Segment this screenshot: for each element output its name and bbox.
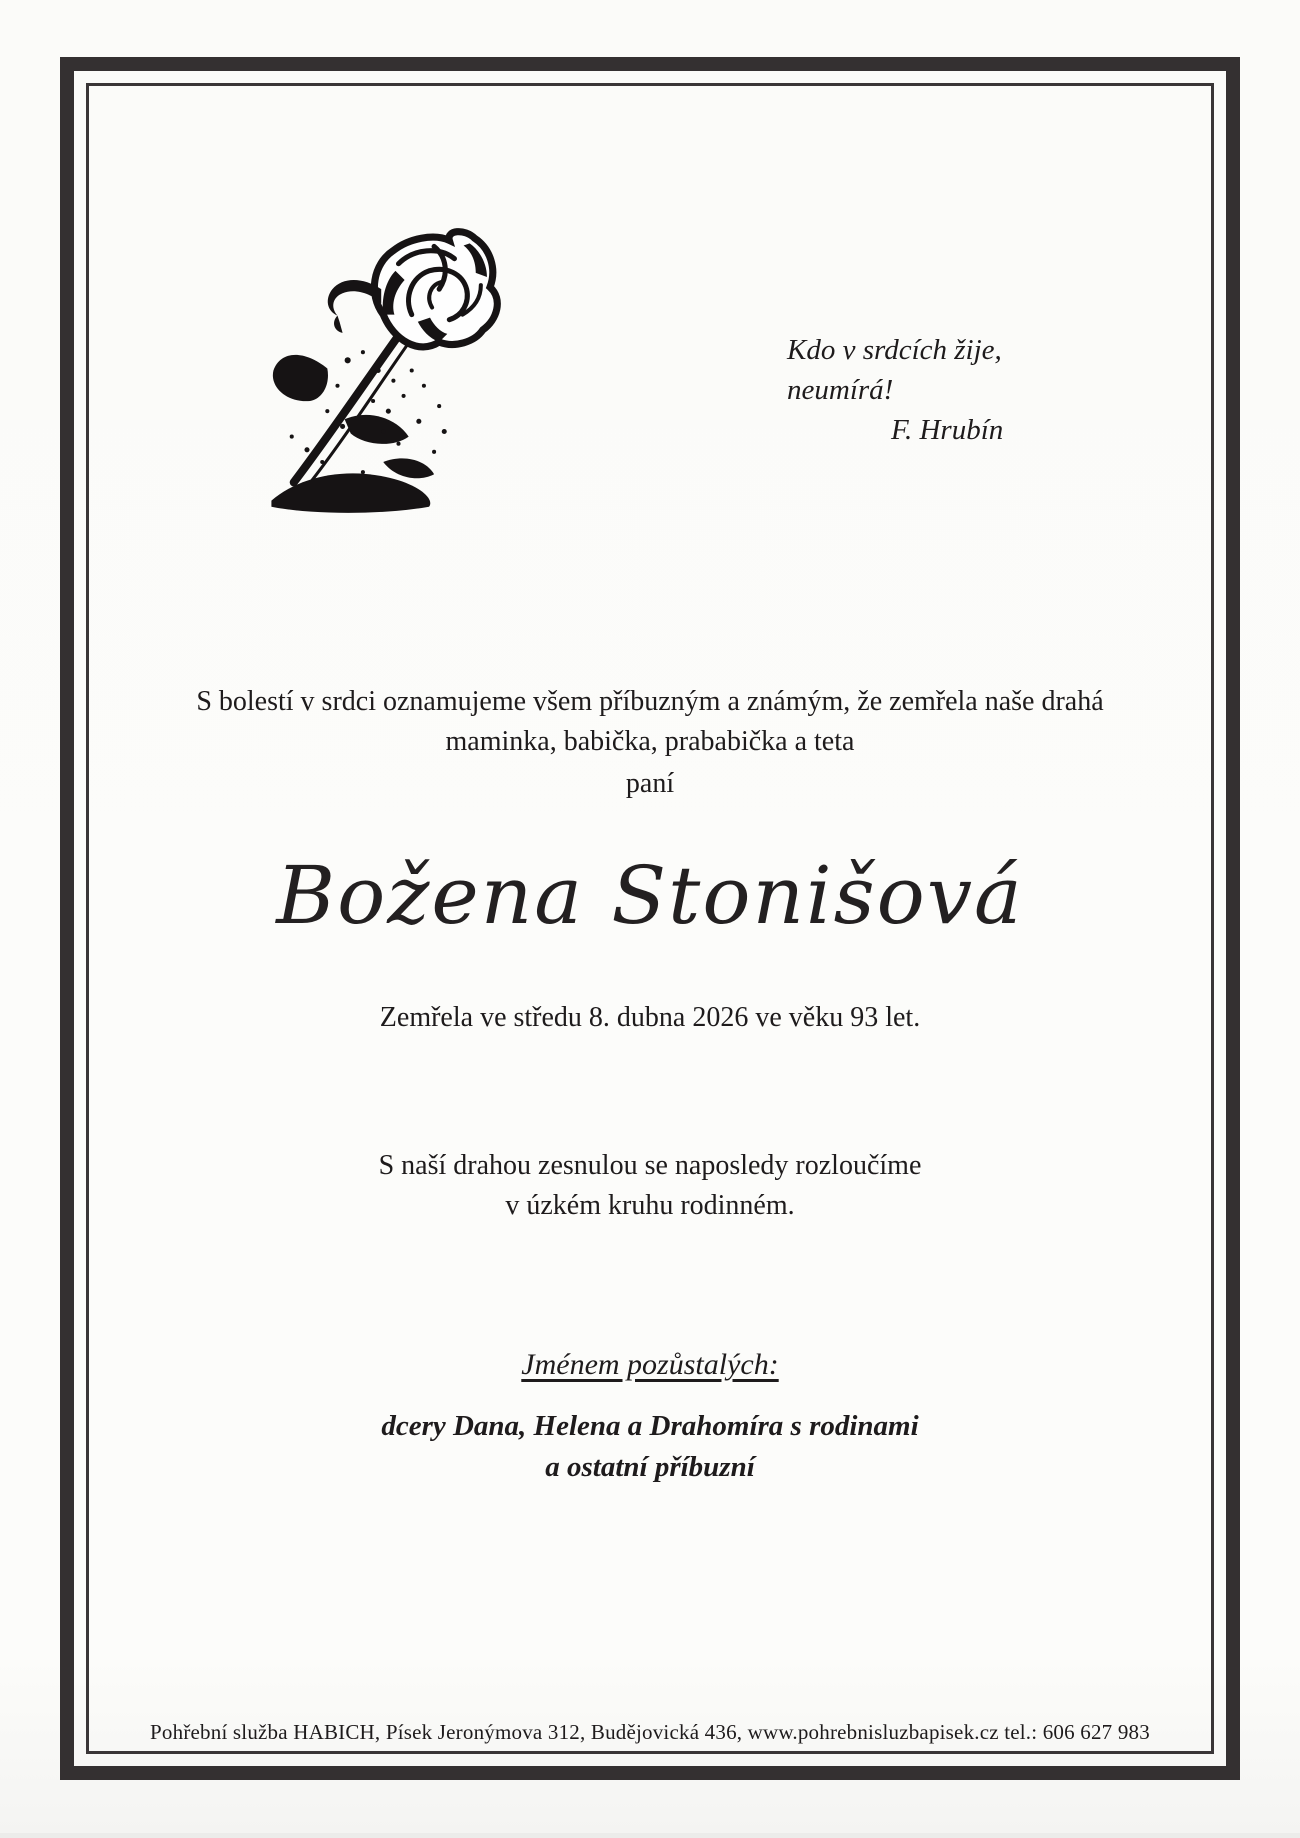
quote-block	[787, 330, 1003, 450]
deceased-name: Božena Stonišová	[276, 849, 1024, 942]
farewell-line-2: v úzkém kruhu rodinném.	[505, 1190, 795, 1221]
farewell-block	[90, 1146, 1210, 1226]
announcement-block	[90, 682, 1210, 762]
scan-bottom-edge	[0, 1833, 1300, 1838]
quote-line-1: Kdo v srdcích žije,	[787, 334, 1002, 366]
mourners-heading-text: Jménem pozůstalých:	[521, 1348, 779, 1381]
mourners-heading	[90, 1348, 1210, 1382]
farewell-line-1: S naší drahou zesnulou se naposledy rozloučíme	[378, 1150, 922, 1181]
quote-author: F. Hrubín	[891, 414, 1004, 446]
announcement-line-2: maminka, babička, prababička a teta	[445, 726, 855, 757]
quote-line-2: neumírá!	[787, 374, 894, 406]
rose-icon	[228, 218, 508, 523]
mourners-block	[90, 1406, 1210, 1488]
salutation: paní	[625, 768, 675, 799]
mourners-line-2: a ostatní příbuzní	[545, 1451, 755, 1483]
announcement-line-1: S bolestí v srdci oznamujeme všem příbuzným a známým, že zemřela naše drahá	[196, 686, 1104, 717]
funeral-service-footer: Pohřební služba HABICH, Písek Jeronýmova 312, Budějovická 436, www.pohrebnisluzbapisek.cz tel.: 606 627 983	[150, 1720, 1150, 1744]
death-info: Zemřela ve středu 8. dubna 2026 ve věku 93 let.	[379, 1002, 921, 1033]
mourners-line-1: dcery Dana, Helena a Drahomíra s rodinami	[381, 1410, 919, 1442]
